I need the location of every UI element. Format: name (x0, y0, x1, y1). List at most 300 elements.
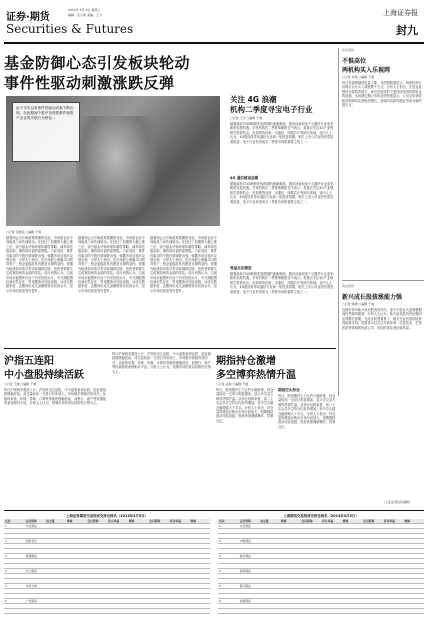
table-cell (403, 604, 424, 608)
table-cell: 华泰长城 (25, 584, 37, 588)
table-cell: 中证期货 (25, 524, 37, 528)
table-cell (239, 564, 260, 568)
table-cell (128, 574, 149, 578)
table-cell (66, 524, 87, 528)
table-cell (383, 554, 404, 558)
editor-line: 编辑：张小燕 美编：王力 (68, 13, 102, 17)
table-cell (321, 539, 342, 543)
table-header-cell: 持卖单量 (169, 519, 181, 523)
main-headline-2: 事件性驱动刺激涨跌反弹 (4, 74, 175, 92)
table-cell (107, 544, 128, 548)
table-cell (169, 544, 190, 548)
table-cell (362, 594, 383, 598)
table-cell: 浙商期货 (239, 569, 251, 573)
story-index-headline-1: 沪指五连阳 (4, 356, 54, 367)
table-cell (300, 534, 321, 538)
table-cell (383, 564, 404, 568)
table-cell (169, 609, 190, 613)
table-cell (86, 534, 107, 538)
table-cell (218, 564, 239, 568)
table-cell (169, 604, 190, 608)
table-cell: 6 (5, 599, 7, 603)
table-header-cell: 增减 (190, 519, 196, 523)
table-cell (218, 529, 239, 533)
table-cell (45, 529, 66, 533)
table-cell (107, 584, 128, 588)
table-cell (107, 574, 128, 578)
table-left-grid (4, 519, 210, 614)
table-cell: 中粮期货 (239, 539, 251, 543)
story-futures-subhead: 期指空头持仓 (278, 388, 300, 392)
table-cell: 2 (5, 539, 7, 543)
table-cell (342, 569, 363, 573)
table-cell (169, 569, 190, 573)
table-cell (66, 574, 87, 578)
table-left (4, 513, 210, 623)
table-cell (300, 594, 321, 598)
table-cell (321, 574, 342, 578)
table-cell (128, 539, 149, 543)
table-cell: 5 (219, 584, 221, 588)
story-4g-subhead-2: 受益点在哪里 (230, 266, 252, 270)
table-cell (362, 584, 383, 588)
table-cell (300, 564, 321, 568)
table-cell (107, 579, 128, 583)
table-cell (218, 544, 239, 548)
table-header-cell: 会员简称 (239, 519, 251, 523)
table-cell (128, 524, 149, 528)
lower-section-rule (4, 348, 336, 349)
table-cell (128, 594, 149, 598)
table-cell (321, 544, 342, 548)
table-cell (280, 559, 301, 563)
table-cell (86, 609, 107, 613)
table-cell (259, 524, 280, 528)
table-cell (86, 574, 107, 578)
table-cell (66, 549, 87, 553)
table-cell (321, 534, 342, 538)
table-cell (362, 574, 383, 578)
table-cell (189, 564, 210, 568)
main-photo (6, 96, 220, 226)
story-4g-body-1: 随着政府对4G牌照发放预期的逐渐明朗，通信设备和电子元器件行业迎来新的发展机遇。多家机构在二季度策略报告中表示，将重点关注4G产业链相关投资机会，包括网络设备、光通信、终端芯片等细分领域。业内人士认为，4G建设将带动通信行业新一轮投资周期，相关上市公司业绩有望显著改善，电子行业有望成为二季度市场的重要主线之一。 (230, 122, 334, 144)
table-cell (383, 559, 404, 563)
table-header-cell: 增减 (342, 519, 349, 523)
table-cell (300, 544, 321, 548)
table-cell (66, 539, 87, 543)
table-cell: 4 (219, 569, 221, 573)
table-cell (300, 579, 321, 583)
story-index-headline-2: 中小盘股持续活跃 (4, 370, 84, 381)
table-cell (300, 539, 321, 543)
table-cell (362, 534, 383, 538)
masthead-rule (4, 42, 424, 44)
table-cell (25, 594, 46, 598)
table-cell (403, 594, 424, 598)
table-cell (107, 529, 128, 533)
table-cell (86, 554, 107, 558)
table-header-cell: 增减 (404, 519, 410, 523)
table-cell: 3 (5, 554, 7, 558)
table-cell (259, 599, 280, 603)
table-cell (148, 579, 169, 583)
table-cell (66, 584, 87, 588)
table-cell (148, 549, 169, 553)
table-cell (321, 599, 342, 603)
table-cell (362, 524, 383, 528)
table-cell (66, 529, 87, 533)
table-cell (218, 534, 239, 538)
table-cell (362, 569, 383, 573)
table-cell (4, 579, 25, 583)
table-cell (66, 579, 87, 583)
table-cell (66, 599, 87, 603)
table-cell (45, 579, 66, 583)
table-header-cell: 成交量 (46, 519, 55, 523)
story-4g-body-3: 随着政府对4G牌照发放预期的逐渐明朗，通信设备和电子元器件行业迎来新的发展机遇。多家机构在二季度策略报告中表示，将重点关注4G产业链相关投资机会，包括网络设备、光通信、终端芯片等细分领域。业内人士认为，4G建设将带动通信行业新一轮投资周期，相关上市公司业绩有望显著改善，电子行业有望成为二季度市场的重要主线之一。 (230, 272, 334, 294)
table-cell (148, 609, 169, 613)
table-cell (280, 524, 301, 528)
main-body-col-1: 随着两会召开和政策预期的变化，市场资金在不同板块之间快速轮动。在经历了前期的大幅上涨之后，部分基金开始采取防御性策略，减持高估值品种，增持低估值的蓝筹股。与此同时，事件性驱动的个股行情频繁出现，刺激市场呈现出反弹态势。分析人士指出，在市场缺乏明确方向的背景下，资金更偏好具有题材支撑的品种，短期内板块轮动的节奏可能继续加快，投资者需要关注政策面和资金面的变化。部分机构认为，当前市场估值整体仍处于历史较低水平，中长期配置价值依然存在，但短期波动可能加剧。从成交数据来看，近期两市成交金额维持在较高水平，显示市场活跃度有所提升。 (6, 236, 73, 293)
table-cell (383, 574, 404, 578)
table-cell (259, 574, 280, 578)
tables-rule (4, 510, 424, 511)
table-cell (169, 559, 190, 563)
table-cell (66, 569, 87, 573)
table-cell (25, 604, 46, 608)
table-cell (128, 544, 149, 548)
table-cell (107, 569, 128, 573)
story-4g (230, 94, 336, 344)
table-cell (128, 599, 149, 603)
table-cell (25, 589, 46, 593)
table-cell (342, 589, 363, 593)
table-cell (128, 579, 149, 583)
table-cell (148, 539, 169, 543)
table-cell (169, 564, 190, 568)
table-cell (86, 579, 107, 583)
table-right-title: 上海期货交易所成交持仓排名（2013年3月5日） (283, 514, 359, 518)
table-cell (403, 574, 424, 578)
table-cell (321, 559, 342, 563)
table-cell (362, 549, 383, 553)
table-cell (128, 584, 149, 588)
table-cell (362, 529, 383, 533)
table-header-cell: 增减 (128, 519, 135, 523)
table-cell (362, 609, 383, 613)
table-cell (148, 534, 169, 538)
table-cell (280, 554, 301, 558)
table-cell (342, 574, 363, 578)
table-cell (148, 599, 169, 603)
table-cell (362, 559, 383, 563)
table-cell (128, 554, 149, 558)
table-cell (66, 544, 87, 548)
main-body-col-3: 随着两会召开和政策预期的变化，市场资金在不同板块之间快速轮动。在经历了前期的大幅上涨之后，部分基金开始采取防御性策略，减持高估值品种，增持低估值的蓝筹股。与此同时，事件性驱动的个股行情频繁出现，刺激市场呈现出反弹态势。分析人士指出，在市场缺乏明确方向的背景下，资金更偏好具有题材支撑的品种，短期内板块轮动的节奏可能继续加快，投资者需要关注政策面和资金面的变化。部分机构认为，当前市场估值整体仍处于历史较低水平，中长期配置价值依然存在，但短期波动可能加剧。从成交数据来看，近期两市成交金额维持在较高水平，显示市场活跃度有所提升。 (150, 236, 217, 293)
table-cell (45, 549, 66, 553)
table-cell (342, 599, 363, 603)
table-cell (148, 589, 169, 593)
table-cell: 银河期货 (239, 584, 251, 588)
story-4g-byline: ○记者 王宇 ○编辑 于晨 (230, 116, 263, 120)
table-cell (4, 589, 25, 593)
table-cell (362, 544, 383, 548)
table-cell (342, 604, 363, 608)
table-cell (321, 554, 342, 558)
table-cell (383, 589, 404, 593)
table-cell (362, 604, 383, 608)
table-cell (239, 604, 260, 608)
table-cell (148, 544, 169, 548)
table-cell (300, 574, 321, 578)
photo-figure-shadow (76, 116, 156, 216)
table-cell (300, 609, 321, 613)
table-cell (148, 604, 169, 608)
table-cell (403, 544, 424, 548)
table-cell (259, 609, 280, 613)
table-cell (107, 524, 128, 528)
table-cell (45, 574, 66, 578)
table-cell (169, 539, 190, 543)
table-cell (239, 589, 260, 593)
table-cell (169, 524, 190, 528)
table-cell (383, 579, 404, 583)
table-cell: 永安期货 (239, 524, 251, 528)
table-cell (86, 569, 107, 573)
table-cell (169, 594, 190, 598)
table-cell (25, 529, 46, 533)
table-cell (259, 544, 280, 548)
main-headline-1: 基金防御心态引发板块轮动 (4, 54, 191, 72)
table-cell (383, 584, 404, 588)
table-cell: 6 (219, 599, 221, 603)
table-cell: 1 (5, 524, 7, 528)
table-cell (4, 534, 25, 538)
table-cell: 光大期货 (25, 569, 37, 573)
table-cell (45, 569, 66, 573)
table-cell (86, 589, 107, 593)
table-cell (4, 609, 25, 613)
table-cell (86, 559, 107, 563)
table-cell (403, 569, 424, 573)
table-cell (86, 599, 107, 603)
table-cell (148, 554, 169, 558)
table-cell (321, 569, 342, 573)
table-cell (128, 529, 149, 533)
sidebar-1 (342, 48, 424, 278)
table-cell (300, 584, 321, 588)
table-cell (239, 529, 260, 533)
sidebar-1-body: 昨日乐视网继续放量上涨，龙虎榜数据显示，两家机构专用席位合计买入该股数千万元。分析人士指出，在创业板整体走强的背景下，成长性较好的个股持续受到机构资金的追捧。乐视网近期公布的业绩快报显示，公司全年营收和净利润均实现较快增长，视频内容和终端业务成为新的增长点。 (342, 81, 422, 108)
table-cell (300, 524, 321, 528)
table-left-title: 上海证券期货交易所成交持仓排名（2013年3月5日） (66, 514, 148, 518)
table-cell (66, 554, 87, 558)
table-cell (403, 599, 424, 603)
table-cell (189, 584, 210, 588)
table-cell (239, 574, 260, 578)
sidebar-2 (342, 284, 424, 510)
main-body-col-2: 随着两会召开和政策预期的变化，市场资金在不同板块之间快速轮动。在经历了前期的大幅上涨之后，部分基金开始采取防御性策略，减持高估值品种，增持低估值的蓝筹股。与此同时，事件性驱动的个股行情频繁出现，刺激市场呈现出反弹态势。分析人士指出，在市场缺乏明确方向的背景下，资金更偏好具有题材支撑的品种，短期内板块轮动的节奏可能继续加快，投资者需要关注政策面和资金面的变化。部分机构认为，当前市场估值整体仍处于历史较低水平，中长期配置价值依然存在，但短期波动可能加剧。从成交数据来看，近期两市成交金额维持在较高水平，显示市场活跃度有所提升。 (78, 236, 145, 293)
table-cell (107, 599, 128, 603)
table-cell (259, 594, 280, 598)
table-cell (45, 564, 66, 568)
table-cell (259, 579, 280, 583)
table-cell (107, 534, 128, 538)
table-cell (259, 529, 280, 533)
story-futures-body-2: 昨日，股指期货主力合约小幅收涨，持仓量较前一交易日明显增加，显示多空双方博弈热情升温。从持仓结构来看，前二十名会员多空持仓均有所增加，其中空头增仓幅度略大于多头。分析人士指出，持仓量的增加反映出市场分歧加大，短期期指波动可能加剧，投资者需谨慎操作，控制仓位。 (278, 394, 336, 429)
table-cell (66, 564, 87, 568)
table-cell (148, 584, 169, 588)
table-cell (169, 579, 190, 583)
table-cell (169, 554, 190, 558)
table-cell (280, 594, 301, 598)
table-cell (66, 604, 87, 608)
table-cell (300, 604, 321, 608)
table-cell (259, 549, 280, 553)
table-cell (4, 559, 25, 563)
table-row (218, 609, 424, 614)
table-cell (4, 594, 25, 598)
table-cell (300, 549, 321, 553)
table-cell (45, 524, 66, 528)
sidebar-2-body: 近期市场中新兴成长股表现突出，部分个股在大盘调整期间仍然保持强势。分析人士认为，新兴成长股具有较强的业绩增长预期，在经济转型背景下，相关行业有望持续获得政策支持。投资者可以关注节能环保、信息技术、生物医药等领域的优质公司，但同时需注意估值风险。 (342, 308, 422, 330)
table-cell (403, 589, 424, 593)
table-cell (321, 529, 342, 533)
table-cell (321, 524, 342, 528)
table-cell: 4 (5, 569, 7, 573)
table-cell (25, 559, 46, 563)
table-cell (189, 544, 210, 548)
table-cell (107, 594, 128, 598)
table-header-cell: 持买单量 (107, 519, 120, 523)
table-cell (128, 559, 149, 563)
story-index (4, 352, 108, 507)
table-cell (280, 569, 301, 573)
table-cell (342, 544, 363, 548)
sidebar-1-byline: ○记者 刘伟 ○编辑 于晨 (342, 75, 375, 79)
sidebar-1-label: 基金观察 (342, 48, 355, 52)
story-4g-subhead: 4G 通信建设前期 (230, 176, 259, 180)
table-cell (342, 564, 363, 568)
table-cell: 5 (5, 584, 7, 588)
story-futures-body-1: 昨日，股指期货主力合约小幅收涨，持仓量较前一交易日明显增加，显示多空双方博弈热情升温。从持仓结构来看，前二十名会员多空持仓均有所增加，其中空头增仓幅度略大于多头。分析人士指出，持仓量的增加反映出市场分歧加大，短期期指波动可能加剧，投资者需谨慎操作，控制仓位。 (216, 388, 274, 423)
table-row (4, 609, 210, 614)
table-header-cell: 成交量 (260, 519, 269, 523)
table-cell (4, 549, 25, 553)
table-cell (383, 529, 404, 533)
table-cell: 南华期货 (239, 554, 251, 558)
table-cell (321, 564, 342, 568)
table-cell (189, 559, 210, 563)
story-futures-headline-1: 期指持仓激增 (216, 356, 276, 367)
table-cell (189, 554, 210, 558)
table-cell (4, 574, 25, 578)
table-cell (4, 544, 25, 548)
table-cell (45, 544, 66, 548)
pull-quote (12, 102, 80, 162)
table-cell (45, 539, 66, 543)
table-cell (107, 589, 128, 593)
table-header-cell: 会员简称 (149, 519, 161, 523)
table-cell: 3 (219, 554, 221, 558)
table-cell (86, 594, 107, 598)
table-cell (403, 609, 424, 613)
table-cell (239, 534, 260, 538)
table-cell: 1 (219, 524, 221, 528)
table-cell (4, 529, 25, 533)
paper-name: 上海证券报 (383, 9, 418, 17)
table-cell (189, 609, 210, 613)
table-cell (239, 544, 260, 548)
table-cell (218, 559, 239, 563)
table-cell: 2 (219, 539, 221, 543)
table-cell (25, 549, 46, 553)
table-header-cell: 名次 (5, 519, 11, 523)
table-cell (280, 609, 301, 613)
table-cell (148, 529, 169, 533)
table-cell (45, 559, 66, 563)
table-cell (169, 529, 190, 533)
table-cell (169, 574, 190, 578)
table-cell (86, 604, 107, 608)
table-cell (45, 589, 66, 593)
table-cell (169, 584, 190, 588)
table-cell (218, 594, 239, 598)
table-cell (362, 579, 383, 583)
table-cell (259, 604, 280, 608)
table-cell (403, 579, 424, 583)
table-cell (383, 549, 404, 553)
table-cell (342, 559, 363, 563)
table-cell (342, 534, 363, 538)
table-cell (259, 554, 280, 558)
table-cell (107, 549, 128, 553)
table-cell (189, 594, 210, 598)
table-cell (4, 564, 25, 568)
table-cell (128, 569, 149, 573)
table-cell (300, 529, 321, 533)
section-title-en: Securities & Futures (6, 22, 134, 36)
table-cell: 广发期货 (25, 599, 37, 603)
table-cell (280, 574, 301, 578)
table-cell (189, 599, 210, 603)
table-cell (342, 609, 363, 613)
table-cell (86, 524, 107, 528)
table-cell (383, 569, 404, 573)
table-cell (403, 539, 424, 543)
table-cell (300, 599, 321, 603)
table-cell: 海通期货 (25, 554, 37, 558)
table-cell (148, 574, 169, 578)
table-cell (189, 539, 210, 543)
table-cell (148, 569, 169, 573)
table-header-cell: 持卖单量 (383, 519, 395, 523)
table-cell (128, 564, 149, 568)
table-cell (321, 594, 342, 598)
table-cell (362, 554, 383, 558)
table-cell (259, 584, 280, 588)
table-cell (239, 594, 260, 598)
sidebar-split-rule (342, 280, 424, 281)
table-cell (342, 594, 363, 598)
table-cell (107, 609, 128, 613)
table-cell (107, 604, 128, 608)
table-cell (66, 594, 87, 598)
table-cell (45, 604, 66, 608)
table-cell (218, 579, 239, 583)
table-cell (403, 564, 424, 568)
table-cell (342, 549, 363, 553)
